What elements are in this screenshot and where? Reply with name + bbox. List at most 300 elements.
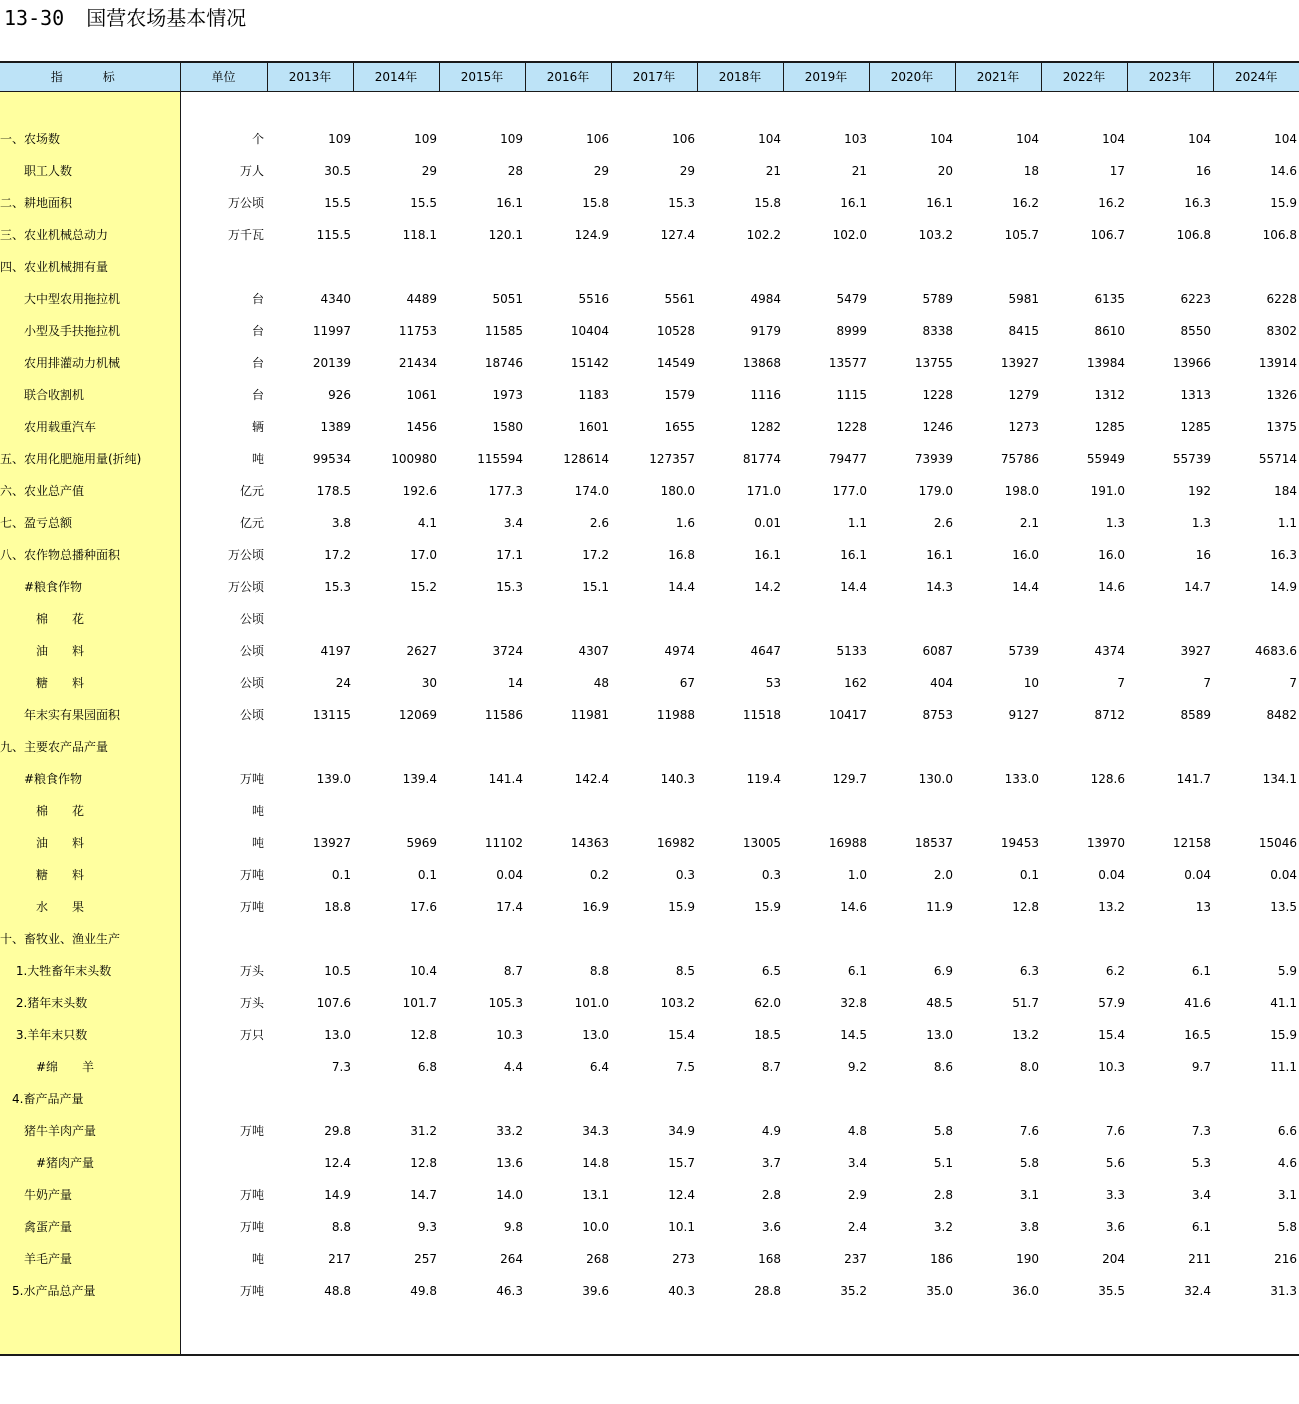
row-unit: 万吨 bbox=[239, 1188, 264, 1202]
table-row bbox=[0, 1083, 1299, 1115]
row-indicator: 糖 料 bbox=[0, 667, 180, 699]
row-value: 6.3 bbox=[1019, 964, 1039, 978]
row-value: 13927 bbox=[312, 836, 351, 850]
row-value bbox=[353, 251, 439, 283]
row-unit bbox=[180, 731, 267, 763]
row-value: 14.5 bbox=[840, 1028, 867, 1042]
row-value: 51.7 bbox=[1012, 996, 1039, 1010]
row-value: 40.3 bbox=[668, 1284, 695, 1298]
row-value: 8415 bbox=[1008, 324, 1039, 338]
row-value: 2.6 bbox=[589, 516, 609, 530]
row-value: 17.2 bbox=[324, 548, 351, 562]
header-year: 2023年 bbox=[1127, 62, 1213, 92]
row-value: 29 bbox=[421, 164, 437, 178]
table-row bbox=[0, 987, 1299, 1019]
row-value: 16.0 bbox=[1012, 548, 1039, 562]
row-indicator: 九、主要农产品产量 bbox=[0, 731, 180, 763]
row-value bbox=[783, 251, 869, 283]
row-value: 102.0 bbox=[832, 228, 867, 242]
row-unit: 公顷 bbox=[239, 644, 264, 658]
row-value: 109 bbox=[328, 132, 351, 146]
row-value: 11.9 bbox=[926, 900, 953, 914]
row-value: 139.0 bbox=[316, 772, 351, 786]
row-value: 12.4 bbox=[668, 1188, 695, 1202]
row-value: 10.5 bbox=[324, 964, 351, 978]
row-value bbox=[783, 603, 869, 635]
row-value bbox=[267, 251, 353, 283]
row-value: 1313 bbox=[1180, 388, 1211, 402]
row-value: 9.8 bbox=[503, 1220, 523, 1234]
row-value: 4.8 bbox=[847, 1124, 867, 1138]
row-value: 1.1 bbox=[1277, 516, 1297, 530]
row-unit: 台 bbox=[251, 356, 264, 370]
row-value: 21434 bbox=[398, 356, 437, 370]
row-value: 102.2 bbox=[746, 228, 781, 242]
row-unit: 万吨 bbox=[239, 868, 264, 882]
row-value: 128614 bbox=[563, 452, 609, 466]
row-value: 48.8 bbox=[324, 1284, 351, 1298]
row-value: 34.3 bbox=[582, 1124, 609, 1138]
row-value: 15.9 bbox=[1270, 1028, 1297, 1042]
row-value: 29 bbox=[593, 164, 609, 178]
row-value: 9.2 bbox=[847, 1060, 867, 1074]
row-value: 41.6 bbox=[1184, 996, 1211, 1010]
row-value bbox=[1041, 923, 1127, 955]
row-value: 7 bbox=[1117, 676, 1125, 690]
row-value: 16.9 bbox=[582, 900, 609, 914]
row-value: 16.1 bbox=[926, 196, 953, 210]
row-value: 1326 bbox=[1266, 388, 1297, 402]
header-row bbox=[0, 62, 1299, 92]
row-value: 8.7 bbox=[761, 1060, 781, 1074]
row-value: 15.5 bbox=[410, 196, 437, 210]
row-value: 6.6 bbox=[1277, 1124, 1297, 1138]
row-value bbox=[611, 923, 697, 955]
row-value: 106 bbox=[672, 132, 695, 146]
row-value: 5789 bbox=[922, 292, 953, 306]
row-value: 24 bbox=[335, 676, 351, 690]
row-value: 53 bbox=[765, 676, 781, 690]
row-value: 5.1 bbox=[933, 1156, 953, 1170]
row-value bbox=[1213, 795, 1299, 827]
row-value: 14363 bbox=[570, 836, 609, 850]
row-value: 39.6 bbox=[582, 1284, 609, 1298]
row-value: 16.3 bbox=[1184, 196, 1211, 210]
row-value: 120.1 bbox=[488, 228, 523, 242]
table-row bbox=[0, 923, 1299, 955]
row-value: 13.2 bbox=[1012, 1028, 1039, 1042]
row-value: 140.3 bbox=[660, 772, 695, 786]
row-value: 4974 bbox=[664, 644, 695, 658]
row-value: 18.5 bbox=[754, 1028, 781, 1042]
row-value: 17.6 bbox=[410, 900, 437, 914]
row-indicator: 3.羊年末只数 bbox=[0, 1019, 180, 1051]
row-value: 127.4 bbox=[660, 228, 695, 242]
row-value: 1.3 bbox=[1105, 516, 1125, 530]
row-value: 15.3 bbox=[668, 196, 695, 210]
row-indicator: 糖 料 bbox=[0, 859, 180, 891]
row-value: 14.0 bbox=[496, 1188, 523, 1202]
row-value: 12.8 bbox=[410, 1156, 437, 1170]
row-value: 10.1 bbox=[668, 1220, 695, 1234]
row-value: 9179 bbox=[750, 324, 781, 338]
row-value: 2.0 bbox=[933, 868, 953, 882]
row-value: 4.6 bbox=[1277, 1156, 1297, 1170]
row-indicator: 小型及手扶拖拉机 bbox=[0, 315, 180, 347]
row-unit: 万吨 bbox=[239, 1220, 264, 1234]
header-indicator: 指 标 bbox=[0, 62, 180, 92]
row-value: 5561 bbox=[664, 292, 695, 306]
row-value: 18.8 bbox=[324, 900, 351, 914]
row-unit: 万吨 bbox=[239, 1284, 264, 1298]
row-unit: 万吨 bbox=[239, 900, 264, 914]
row-value: 13.5 bbox=[1270, 900, 1297, 914]
spacer-row bbox=[0, 92, 1299, 124]
row-indicator: 农用排灌动力机械 bbox=[0, 347, 180, 379]
row-indicator: 棉 花 bbox=[0, 603, 180, 635]
row-value: 3.4 bbox=[847, 1156, 867, 1170]
row-value: 17 bbox=[1109, 164, 1125, 178]
row-value: 8.8 bbox=[331, 1220, 351, 1234]
row-indicator: 牛奶产量 bbox=[0, 1179, 180, 1211]
row-value: 3.2 bbox=[933, 1220, 953, 1234]
row-value: 35.2 bbox=[840, 1284, 867, 1298]
row-value: 16 bbox=[1195, 548, 1211, 562]
row-value: 11585 bbox=[484, 324, 523, 338]
row-value: 237 bbox=[844, 1252, 867, 1266]
row-value: 62.0 bbox=[754, 996, 781, 1010]
row-value bbox=[1127, 1083, 1213, 1115]
row-value: 5969 bbox=[406, 836, 437, 850]
row-value: 171.0 bbox=[746, 484, 781, 498]
row-value: 11102 bbox=[484, 836, 523, 850]
row-value: 3724 bbox=[492, 644, 523, 658]
row-value: 3.8 bbox=[1019, 1220, 1039, 1234]
row-value: 0.1 bbox=[331, 868, 351, 882]
row-value: 13984 bbox=[1086, 356, 1125, 370]
row-value: 15.1 bbox=[582, 580, 609, 594]
row-value bbox=[1041, 795, 1127, 827]
row-value: 6.8 bbox=[417, 1060, 437, 1074]
row-value: 3.1 bbox=[1277, 1188, 1297, 1202]
row-value: 14.7 bbox=[1184, 580, 1211, 594]
row-value: 10.4 bbox=[410, 964, 437, 978]
row-value: 16.1 bbox=[840, 548, 867, 562]
row-value: 11981 bbox=[570, 708, 609, 722]
row-value: 9.3 bbox=[417, 1220, 437, 1234]
row-unit: 万吨 bbox=[239, 1124, 264, 1138]
row-value: 101.0 bbox=[574, 996, 609, 1010]
row-value: 7 bbox=[1203, 676, 1211, 690]
row-value: 13.0 bbox=[324, 1028, 351, 1042]
row-value: 3927 bbox=[1180, 644, 1211, 658]
row-value: 2.4 bbox=[847, 1220, 867, 1234]
row-value: 46.3 bbox=[496, 1284, 523, 1298]
row-value: 4489 bbox=[406, 292, 437, 306]
row-value: 10.3 bbox=[1098, 1060, 1125, 1074]
row-value bbox=[267, 923, 353, 955]
row-value: 4307 bbox=[578, 644, 609, 658]
row-value: 15.8 bbox=[582, 196, 609, 210]
table-row bbox=[0, 667, 1299, 699]
row-value bbox=[1127, 731, 1213, 763]
row-value: 34.9 bbox=[668, 1124, 695, 1138]
row-value: 139.4 bbox=[402, 772, 437, 786]
row-value: 179.0 bbox=[918, 484, 953, 498]
row-indicator: 油 料 bbox=[0, 827, 180, 859]
row-value: 8753 bbox=[922, 708, 953, 722]
row-value: 1389 bbox=[320, 420, 351, 434]
row-value: 13.0 bbox=[926, 1028, 953, 1042]
row-value: 14.6 bbox=[1270, 164, 1297, 178]
row-value bbox=[697, 923, 783, 955]
row-value: 33.2 bbox=[496, 1124, 523, 1138]
row-value: 101.7 bbox=[402, 996, 437, 1010]
row-value: 55949 bbox=[1086, 452, 1125, 466]
row-value bbox=[1041, 731, 1127, 763]
row-value: 79477 bbox=[828, 452, 867, 466]
row-unit: 万千瓦 bbox=[227, 228, 264, 242]
row-value bbox=[353, 795, 439, 827]
row-value bbox=[869, 251, 955, 283]
row-value: 16.2 bbox=[1098, 196, 1125, 210]
row-value: 12158 bbox=[1172, 836, 1211, 850]
row-value bbox=[697, 1083, 783, 1115]
row-value: 17.1 bbox=[496, 548, 523, 562]
row-value: 7.5 bbox=[675, 1060, 695, 1074]
row-unit: 万公顷 bbox=[227, 196, 264, 210]
row-value: 5051 bbox=[492, 292, 523, 306]
row-unit: 亿元 bbox=[239, 484, 264, 498]
row-unit: 公顷 bbox=[239, 612, 264, 626]
row-value: 184 bbox=[1274, 484, 1297, 498]
row-value: 2.8 bbox=[933, 1188, 953, 1202]
row-value: 128.6 bbox=[1090, 772, 1125, 786]
row-value: 11753 bbox=[398, 324, 437, 338]
row-indicator: #绵 羊 bbox=[0, 1051, 180, 1083]
row-value: 2627 bbox=[406, 644, 437, 658]
row-value bbox=[1041, 603, 1127, 635]
row-value: 1375 bbox=[1266, 420, 1297, 434]
row-unit: 吨 bbox=[251, 1252, 264, 1266]
row-value: 14.9 bbox=[1270, 580, 1297, 594]
row-value: 67 bbox=[679, 676, 695, 690]
row-value: 14.4 bbox=[668, 580, 695, 594]
row-value: 15.4 bbox=[668, 1028, 695, 1042]
row-value: 190 bbox=[1016, 1252, 1039, 1266]
row-value bbox=[1213, 251, 1299, 283]
table-row bbox=[0, 1051, 1299, 1083]
row-indicator: 三、农业机械总动力 bbox=[0, 219, 180, 251]
row-value: 31.3 bbox=[1270, 1284, 1297, 1298]
row-value: 30.5 bbox=[324, 164, 351, 178]
row-value: 5739 bbox=[1008, 644, 1039, 658]
row-value: 16 bbox=[1195, 164, 1211, 178]
row-unit: 公顷 bbox=[239, 708, 264, 722]
row-value: 15142 bbox=[570, 356, 609, 370]
row-value bbox=[869, 923, 955, 955]
row-value bbox=[1213, 603, 1299, 635]
row-value: 104 bbox=[1102, 132, 1125, 146]
row-indicator: 五、农用化肥施用量(折纯) bbox=[0, 443, 180, 475]
row-value: 5133 bbox=[836, 644, 867, 658]
header-year: 2021年 bbox=[955, 62, 1041, 92]
row-value: 107.6 bbox=[316, 996, 351, 1010]
row-value: 15.5 bbox=[324, 196, 351, 210]
row-indicator: 棉 花 bbox=[0, 795, 180, 827]
row-value: 180.0 bbox=[660, 484, 695, 498]
spacer-row bbox=[0, 1307, 1299, 1355]
row-indicator: 七、盈亏总额 bbox=[0, 507, 180, 539]
header-year: 2015年 bbox=[439, 62, 525, 92]
row-value: 15.4 bbox=[1098, 1028, 1125, 1042]
row-value bbox=[611, 795, 697, 827]
row-unit: 万公顷 bbox=[227, 548, 264, 562]
row-value: 8338 bbox=[922, 324, 953, 338]
row-value: 198.0 bbox=[1004, 484, 1039, 498]
row-value: 29 bbox=[679, 164, 695, 178]
row-value: 6.5 bbox=[761, 964, 781, 978]
row-value: 211 bbox=[1188, 1252, 1211, 1266]
row-value: 8482 bbox=[1266, 708, 1297, 722]
row-value: 17.0 bbox=[410, 548, 437, 562]
row-value: 5.6 bbox=[1105, 1156, 1125, 1170]
row-value: 216 bbox=[1274, 1252, 1297, 1266]
row-value: 13.0 bbox=[582, 1028, 609, 1042]
row-value bbox=[439, 251, 525, 283]
row-value: 12.4 bbox=[324, 1156, 351, 1170]
row-value: 4984 bbox=[750, 292, 781, 306]
row-indicator: 一、农场数 bbox=[0, 123, 180, 155]
row-value: 105.3 bbox=[488, 996, 523, 1010]
row-value: 1282 bbox=[750, 420, 781, 434]
row-indicator: 大中型农用拖拉机 bbox=[0, 283, 180, 315]
row-value bbox=[1041, 251, 1127, 283]
row-value: 55714 bbox=[1258, 452, 1297, 466]
row-value: 1.0 bbox=[847, 868, 867, 882]
row-value: 0.04 bbox=[1184, 868, 1211, 882]
row-value: 16.1 bbox=[496, 196, 523, 210]
row-value: 7.3 bbox=[1191, 1124, 1211, 1138]
table-row bbox=[0, 571, 1299, 603]
row-value: 129.7 bbox=[832, 772, 867, 786]
row-unit: 万公顷 bbox=[227, 580, 264, 594]
row-unit: 辆 bbox=[251, 420, 264, 434]
row-value: 14.4 bbox=[1012, 580, 1039, 594]
row-value: 8.0 bbox=[1019, 1060, 1039, 1074]
row-value: 5516 bbox=[578, 292, 609, 306]
row-value: 13868 bbox=[742, 356, 781, 370]
row-value bbox=[955, 731, 1041, 763]
row-unit: 万只 bbox=[239, 1028, 264, 1042]
row-value: 273 bbox=[672, 1252, 695, 1266]
table-row bbox=[0, 891, 1299, 923]
row-value: 1228 bbox=[836, 420, 867, 434]
row-value: 21 bbox=[851, 164, 867, 178]
row-value bbox=[1127, 795, 1213, 827]
row-value: 10 bbox=[1023, 676, 1039, 690]
row-unit: 万头 bbox=[239, 964, 264, 978]
row-value: 1973 bbox=[492, 388, 523, 402]
row-value: 109 bbox=[500, 132, 523, 146]
row-value bbox=[955, 1083, 1041, 1115]
row-value bbox=[783, 923, 869, 955]
row-value: 14.2 bbox=[754, 580, 781, 594]
row-value bbox=[955, 251, 1041, 283]
table-row bbox=[0, 1115, 1299, 1147]
row-value: 1.6 bbox=[675, 516, 695, 530]
row-value: 8589 bbox=[1180, 708, 1211, 722]
row-indicator: 联合收割机 bbox=[0, 379, 180, 411]
row-value: 168 bbox=[758, 1252, 781, 1266]
row-value: 177.0 bbox=[832, 484, 867, 498]
row-value: 11518 bbox=[742, 708, 781, 722]
row-value: 6.4 bbox=[589, 1060, 609, 1074]
row-value: 8610 bbox=[1094, 324, 1125, 338]
row-value: 1456 bbox=[406, 420, 437, 434]
row-value bbox=[697, 603, 783, 635]
row-value: 11997 bbox=[312, 324, 351, 338]
row-value bbox=[525, 923, 611, 955]
row-value: 15.3 bbox=[496, 580, 523, 594]
row-value: 15.2 bbox=[410, 580, 437, 594]
row-value: 4197 bbox=[320, 644, 351, 658]
row-indicator: 农用载重汽车 bbox=[0, 411, 180, 443]
row-value: 264 bbox=[500, 1252, 523, 1266]
row-value: 16.3 bbox=[1270, 548, 1297, 562]
row-value: 15046 bbox=[1258, 836, 1297, 850]
row-indicator: 猪牛羊肉产量 bbox=[0, 1115, 180, 1147]
row-value: 20139 bbox=[312, 356, 351, 370]
row-value: 16.0 bbox=[1098, 548, 1125, 562]
row-unit: 台 bbox=[251, 388, 264, 402]
row-unit: 吨 bbox=[251, 804, 264, 818]
table-row bbox=[0, 187, 1299, 219]
row-value bbox=[783, 795, 869, 827]
row-value: 11586 bbox=[484, 708, 523, 722]
table-row bbox=[0, 475, 1299, 507]
row-value: 7.6 bbox=[1105, 1124, 1125, 1138]
row-unit: 公顷 bbox=[239, 676, 264, 690]
row-value: 115594 bbox=[477, 452, 523, 466]
row-value: 6228 bbox=[1266, 292, 1297, 306]
row-value: 100980 bbox=[391, 452, 437, 466]
row-value: 3.3 bbox=[1105, 1188, 1125, 1202]
row-value: 14.4 bbox=[840, 580, 867, 594]
row-value bbox=[353, 603, 439, 635]
row-value: 3.7 bbox=[761, 1156, 781, 1170]
row-value: 5.8 bbox=[933, 1124, 953, 1138]
row-value: 7.6 bbox=[1019, 1124, 1039, 1138]
row-value: 7 bbox=[1289, 676, 1297, 690]
row-value bbox=[1127, 603, 1213, 635]
row-indicator: #粮食作物 bbox=[0, 571, 180, 603]
row-value: 1061 bbox=[406, 388, 437, 402]
row-value: 14.9 bbox=[324, 1188, 351, 1202]
row-value: 106.8 bbox=[1176, 228, 1211, 242]
row-unit bbox=[180, 923, 267, 955]
row-value: 13115 bbox=[312, 708, 351, 722]
row-value: 4.1 bbox=[417, 516, 437, 530]
row-value: 16.8 bbox=[668, 548, 695, 562]
row-value: 15.9 bbox=[668, 900, 695, 914]
row-value: 41.1 bbox=[1270, 996, 1297, 1010]
row-value: 12069 bbox=[398, 708, 437, 722]
row-value bbox=[439, 923, 525, 955]
row-value: 6135 bbox=[1094, 292, 1125, 306]
row-value: 0.2 bbox=[589, 868, 609, 882]
row-value bbox=[697, 731, 783, 763]
